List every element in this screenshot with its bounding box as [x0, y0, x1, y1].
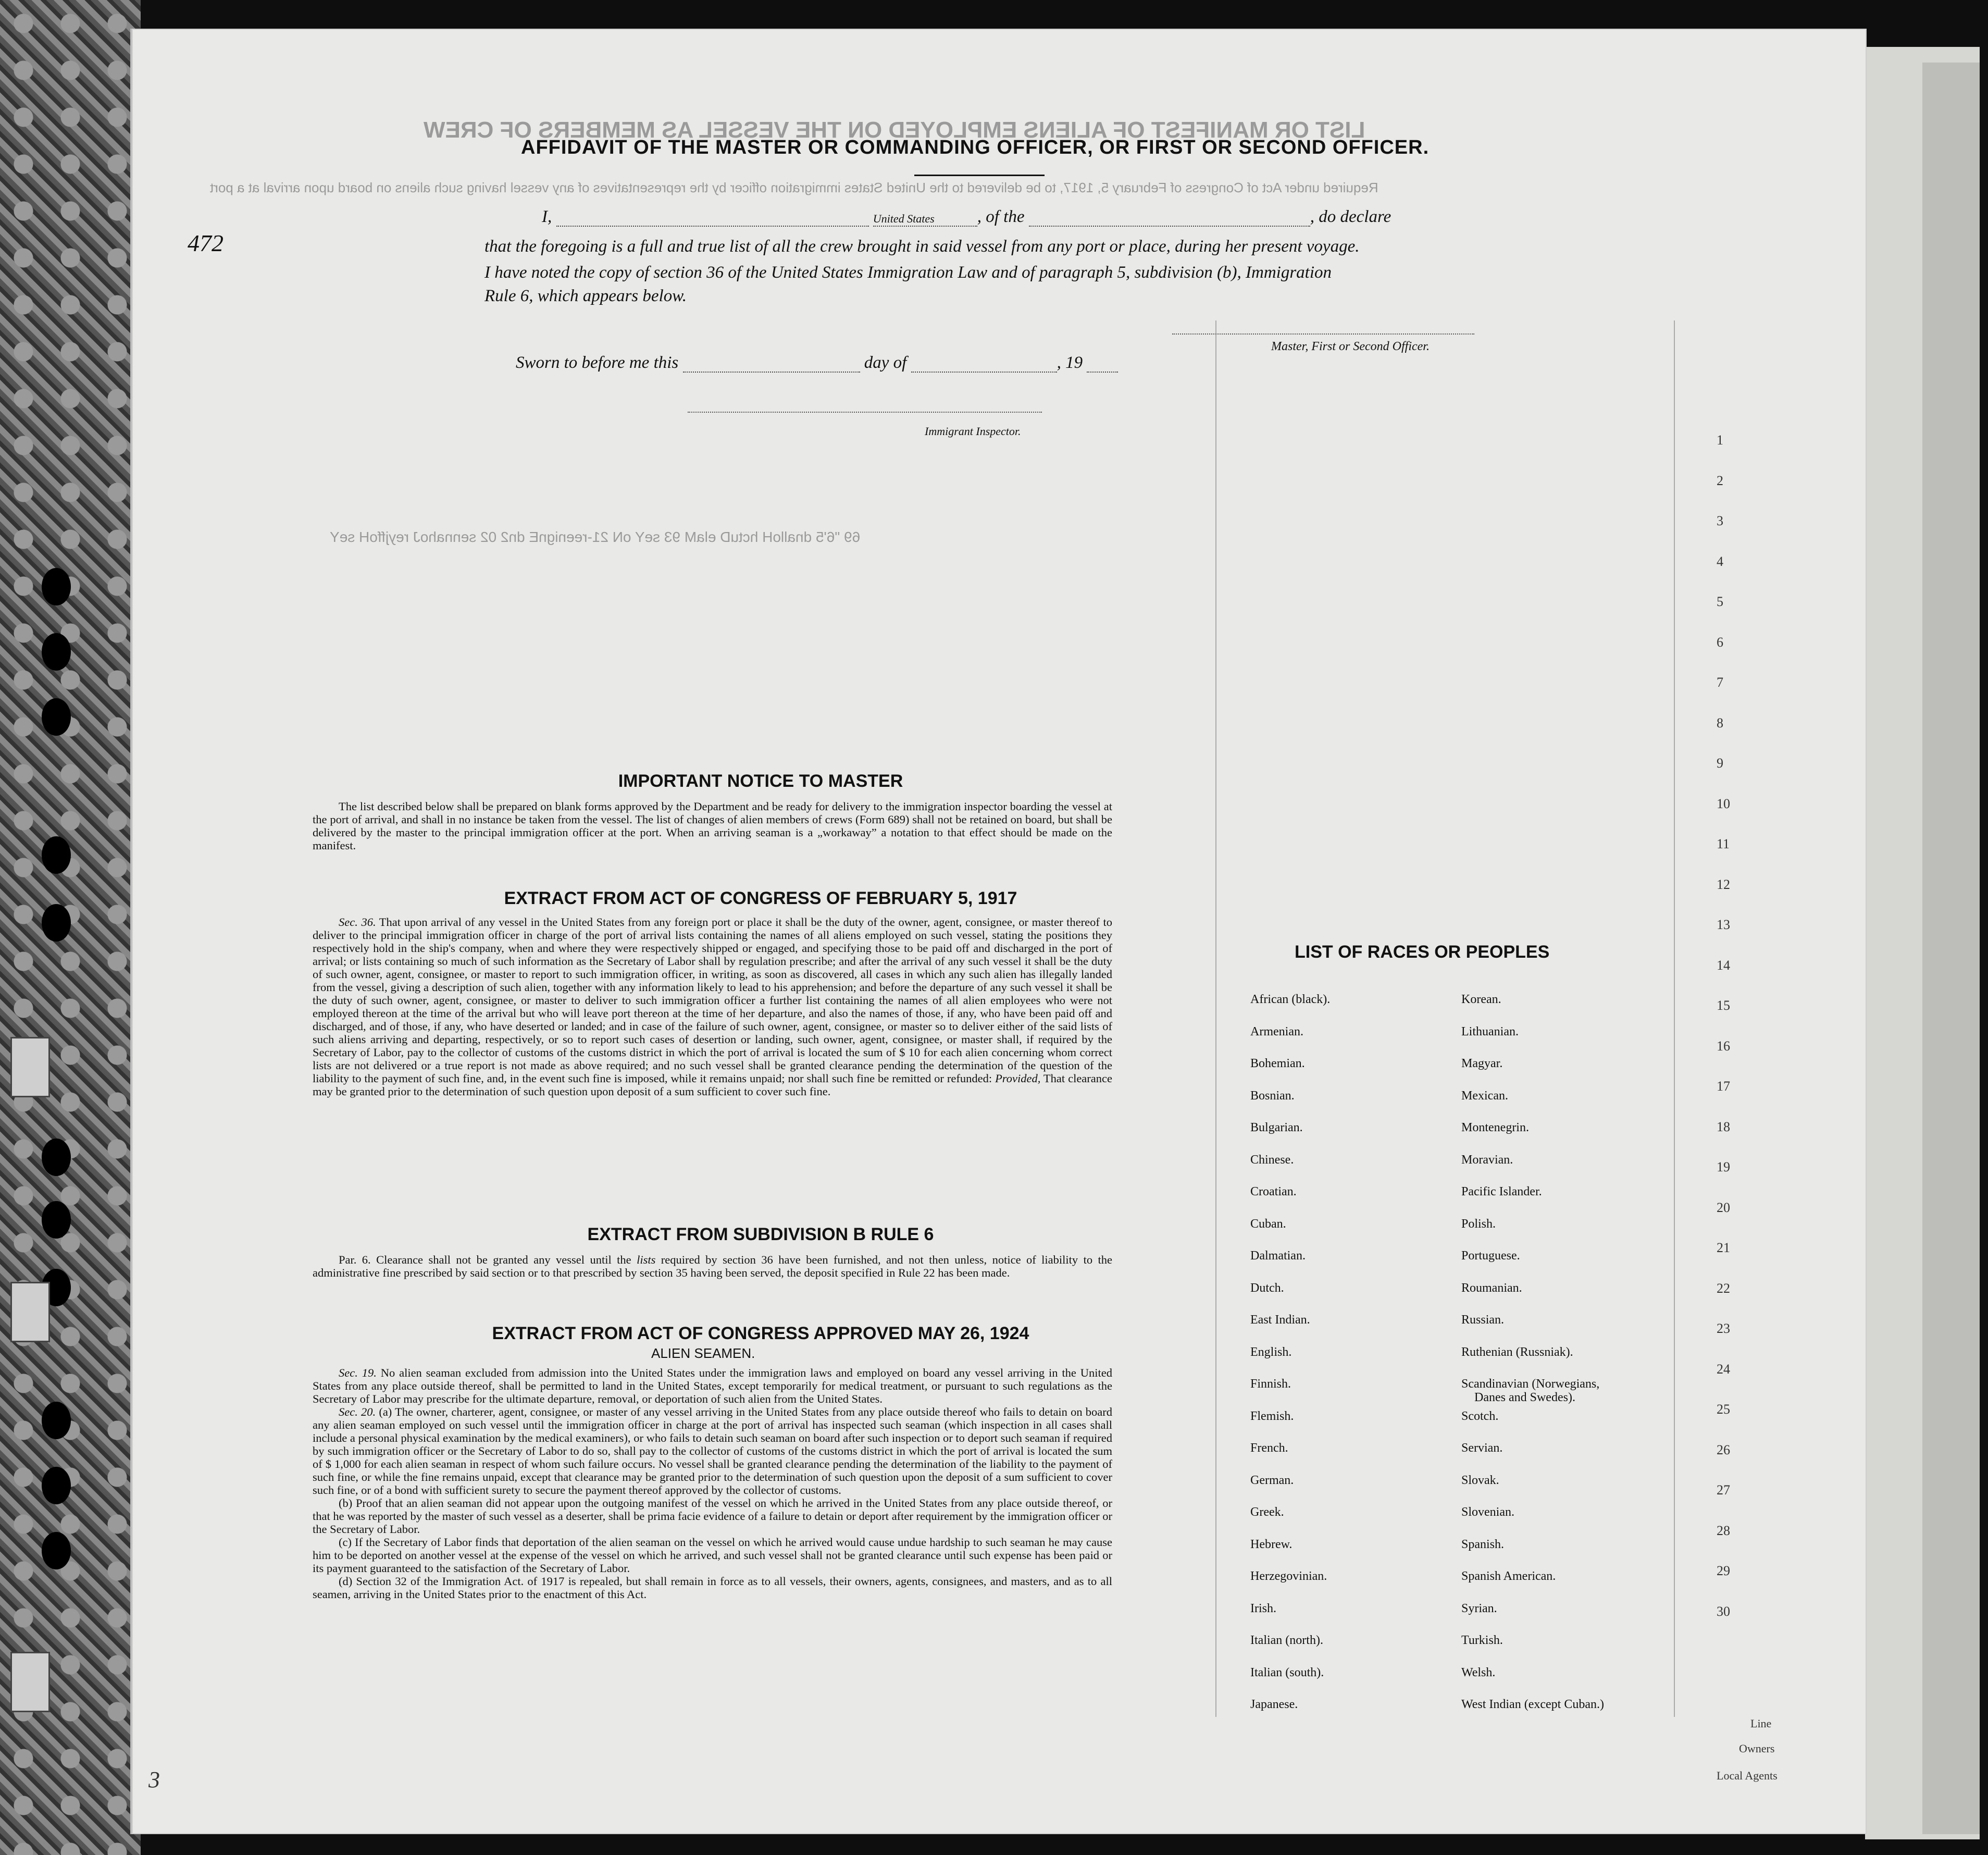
row-number: 1 [1717, 432, 1723, 448]
extract-1917-title: EXTRACT FROM ACT OF CONGRESS OF FEBRUARY 5, 1917 [504, 888, 1017, 908]
row-number: 29 [1717, 1563, 1730, 1578]
affidavit-line-2: that the foregoing is a full and true list of all the crew brought in said vessel from any port or place, during her present voyage. [484, 237, 1360, 256]
punch-hole [42, 904, 71, 942]
race-item: Bohemian. [1250, 1057, 1305, 1070]
race-item: Dalmatian. [1250, 1249, 1306, 1263]
race-item: African (black). [1250, 993, 1331, 1006]
punch-hole [42, 633, 71, 671]
race-item: Italian (north). [1250, 1634, 1323, 1647]
row-number: 9 [1717, 756, 1723, 771]
row-number: 30 [1717, 1603, 1730, 1619]
race-item: Bulgarian. [1250, 1121, 1303, 1134]
extract-rule6-title: EXTRACT FROM SUBDIVISION B RULE 6 [587, 1225, 934, 1244]
column-rule [1215, 320, 1216, 1717]
row-number: 28 [1717, 1523, 1730, 1538]
punch-hole [42, 1139, 71, 1176]
bleed-through-title: LIST OR MANIFEST OF ALIENS EMPLOYED ON THE VESSEL AS MEMBERS OF CREW [424, 117, 1365, 143]
row-number: 12 [1717, 876, 1730, 892]
race-item: Armenian. [1250, 1024, 1303, 1038]
extract-1924-text: Sec. 19. No alien seaman excluded from admission into the United States under the immigration laws and employed on board any vessel arriving in the United States from any place outside thereof, shall be permitted to land in the United States, except temporarily for medical treatment, or pursuant to such regulations as the Secretary of Labor may prescribe for the ultimate departure, removal, or deportation of such alien from the United States. Sec. 20. (a) The owner, charterer, agent, consignee, or master of any vessel arriving in the United States from any place outside thereof who fails to detain on board any alien seaman employed on such vessel until the immigration officer in charge at the port of arrival has inspected such seaman (which inspection in all cases shall include a personal physical examination by the medical examiners), or who fails to detain such seaman on board after such inspection or to deport such seaman if required by such immigration officer or the Secretary of Labor to do so, shall pay to the collector of customs of the customs district in which the port of arrival is located the sum of $ 1,000 for each alien seaman in respect of whom such failure occurs. No vessel shall be granted clearance pending the determination of the liability to the payment of such fine, or while the fine remains unpaid, except that clearance may be granted prior to the determination of such question upon the deposit of a sum sufficient to cover such fine, or of a bond with sufficient surety to secure the payment thereof approved by the collector of customs. (b) Proof that an alien seaman did not appear upon the outgoing manifest of the vessel on which he arrived in the United States from any place outside thereof, or that he was reported by the master of such vessel as a deserter, shall be prima facie evidence of a failure to detain or deport after requirement by the immigration officer or the Secretary of Labor. (c) If the Secretary of Labor finds that deportation of the alien seaman on the vessel on which he arrived would cause undue hardship to such seaman he may cause him to be deported on another vessel at the expense of the vessel on which he arrived, and such vessel shall not be granted clearance until such expense has been paid or its payment guaranteed to the satisfaction of the Secretary of Labor. (d) Section 32 of the Immigration Act. of 1917 is repealed, but shall remain in force as to all vessels, their owners, agents, consignees, and masters, and as to all seamen, arriving in the United States prior to the enactment of this Act. [313, 1366, 1112, 1601]
race-item: Greek. [1250, 1505, 1284, 1519]
race-item: Cuban. [1250, 1217, 1286, 1231]
race-item: German. [1250, 1473, 1294, 1487]
master-label: Master, First or Second Officer. [1271, 340, 1430, 353]
row-number: 15 [1717, 998, 1730, 1013]
race-item: Moravian. [1461, 1153, 1513, 1167]
label-local-agents: Local Agents [1717, 1769, 1778, 1782]
race-item: Dutch. [1250, 1281, 1284, 1295]
row-number: 19 [1717, 1159, 1730, 1174]
race-item: Korean. [1461, 993, 1501, 1006]
races-title: LIST OF RACES OR PEOPLES [1295, 942, 1550, 962]
race-item: Portuguese. [1461, 1249, 1520, 1263]
master-signature-line [1172, 333, 1474, 335]
race-item: Ruthenian (Russniak). [1461, 1345, 1573, 1359]
race-item: Syrian. [1461, 1601, 1497, 1615]
row-number: 26 [1717, 1442, 1730, 1457]
row-number: 6 [1717, 634, 1723, 650]
affidavit-line-4: Rule 6, which appears below. [484, 287, 687, 305]
notice-title: IMPORTANT NOTICE TO MASTER [618, 771, 903, 791]
row-number: 8 [1717, 715, 1723, 731]
binder-stamp [10, 1282, 50, 1342]
punch-hole [42, 1532, 71, 1569]
inspector-label: Immigrant Inspector. [925, 425, 1021, 438]
race-item: Hebrew. [1250, 1537, 1293, 1551]
race-item: Welsh. [1461, 1665, 1496, 1679]
race-item: French. [1250, 1441, 1288, 1455]
bleed-through-row: 69 "6'5 dnalloH hctuD elaM 93 seY oN 21-reenignE dn2 02 sennahoJ reyjffoH seY [330, 529, 861, 545]
corner-mark: 3 [148, 1767, 160, 1792]
row-number: 24 [1717, 1361, 1730, 1377]
row-number: 27 [1717, 1482, 1730, 1498]
race-item: Magyar. [1461, 1057, 1503, 1070]
race-item: Scotch. [1461, 1409, 1499, 1423]
row-number: 25 [1717, 1402, 1730, 1417]
row-number: 10 [1717, 796, 1730, 811]
punch-hole [42, 698, 71, 736]
race-item: Polish. [1461, 1217, 1496, 1231]
row-number: 16 [1717, 1038, 1730, 1054]
race-item: Slovenian. [1461, 1505, 1514, 1519]
affidavit-title: AFFIDAVIT OF THE MASTER OR COMMANDING OFFICER, OR FIRST OR SECOND OFFICER. [521, 137, 1430, 158]
row-number: 20 [1717, 1199, 1730, 1215]
race-item: Irish. [1250, 1601, 1276, 1615]
race-item: Herzegovinian. [1250, 1569, 1327, 1583]
race-item: Turkish. [1461, 1634, 1503, 1647]
extract-rule6-text: Par. 6. Clearance shall not be granted any vessel until the lists required by section 36 have been furnished, and not then unless, notice of liability to the administrative fine prescribed by said section or to that prescribed by section 35 having been served, the deposit specified in Rule 22 has been made. [313, 1253, 1113, 1279]
race-item: Mexican. [1461, 1089, 1508, 1103]
race-item: Finnish. [1250, 1377, 1291, 1391]
row-number: 23 [1717, 1321, 1730, 1336]
race-item-continuation: Danes and Swedes). [1474, 1391, 1575, 1404]
sworn-line: Sworn to before me this day of , 19 [516, 353, 1118, 373]
row-number: 4 [1717, 553, 1723, 569]
race-item: Roumanian. [1461, 1281, 1522, 1295]
row-number: 14 [1717, 957, 1730, 973]
affidavit-line-3: I have noted the copy of section 36 of the United States Immigration Law and of paragraph 5, subdivision (b), Immigration [484, 263, 1332, 282]
race-item: Japanese. [1250, 1698, 1298, 1711]
race-item: Pacific Islander. [1461, 1185, 1542, 1198]
race-item: Italian (south). [1250, 1665, 1324, 1679]
race-item: West Indian (except Cuban.) [1461, 1698, 1604, 1711]
label-owners: Owners [1739, 1742, 1775, 1755]
race-item: Croatian. [1250, 1185, 1297, 1198]
race-item: English. [1250, 1345, 1292, 1359]
row-number: 17 [1717, 1079, 1730, 1094]
row-number: 2 [1717, 473, 1723, 488]
notice-text: The list described below shall be prepared on blank forms approved by the Department and be ready for delivery to the immigration inspector boarding the vessel at the port of arrival, and shall in no instance be taken from the vessel. The list of changes of alien members of crews (Form 689) shall not be retained on board, but shall be delivered by the master to the principal immigration officer at the port. When an arriving seaman is a „workaway” a notation to that effect should be made on the manifest. [313, 800, 1112, 852]
row-number: 18 [1717, 1119, 1730, 1134]
extract-1917-text: Sec. 36. That upon arrival of any vessel in the United States from any foreign port or place it shall be the duty of the owner, agent, consignee, or master thereof to deliver to the principal immigration officer in charge of the port of arrival lists containing the names of all aliens employed on such vessel, stating the positions they respectively hold in the ship's company, when and where they were respectively shipped or engaged, and specifying those to be paid off and discharged in the port of arrival; or lists containing so much of such information as the Secretary of Labor shall by regulation prescribe; and after the arrival of any such vessel it shall be the duty of such owner, agent, consignee, or master to report to such immigration officer, in writing, as soon as discovered, all cases in which any such alien has illegally landed from the vessel, giving a description of such alien, together with any information likely to lead to his apprehension; and before the departure of any such vessel it shall be the duty of such owner, agent, consignee, or master to deliver to such immigration officer a further list containing the names of all alien employees who were not employed thereon at the time of the arrival but who will leave port thereon at the time of her departure, and also the names of those, if any, who have been paid off and discharged, and of those, if any, who have deserted or landed; and in case of the failure of such owner, agent, consignee, or master so to deliver either of the said lists of such aliens arriving and departing, respectively, or so to report such cases of desertion or landing, such owner, agent, consignee, or master shall, if required by the Secretary of Labor, pay to the collector of customs of the customs district in which the port of arrival is located the sum of $ 10 for each alien concerning whom correct lists are not delivered or a true report is not made as above required; and no such vessel shall be granted clearance pending the determination of the question of the liability to the payment of such fine, and, in the event such fine is imposed, while it remains unpaid; nor shall such fine be remitted or refunded: Provided, That clearance may be granted prior to the determination of such question upon deposit of a sum sufficient to cover such fine. [313, 916, 1112, 1098]
race-item: Chinese. [1250, 1153, 1294, 1167]
row-number: 3 [1717, 513, 1723, 528]
race-item: Slovak. [1461, 1473, 1499, 1487]
row-number: 5 [1717, 594, 1723, 609]
race-item: Montenegrin. [1461, 1121, 1529, 1134]
affidavit-line-1: I, United States , of the , do declare [542, 207, 1391, 226]
punch-hole [42, 836, 71, 874]
row-number: 21 [1717, 1240, 1730, 1255]
race-item: Servian. [1461, 1441, 1503, 1455]
binder-stamp [10, 1037, 50, 1097]
race-item: Spanish American. [1461, 1569, 1556, 1583]
race-item: Russian. [1461, 1313, 1505, 1327]
race-item: Bosnian. [1250, 1089, 1295, 1103]
punch-hole [42, 1201, 71, 1239]
race-item: Spanish. [1461, 1537, 1505, 1551]
column-rule [1674, 320, 1675, 1717]
label-line: Line [1750, 1717, 1772, 1730]
handwritten-number: 472 [188, 230, 223, 256]
extract-1924-subtitle: ALIEN SEAMEN. [651, 1345, 755, 1361]
race-item: East Indian. [1250, 1313, 1310, 1327]
title-rule [914, 175, 1045, 176]
row-number: 22 [1717, 1280, 1730, 1296]
extract-1924-title: EXTRACT FROM ACT OF CONGRESS APPROVED MAY 26, 1924 [492, 1324, 1029, 1343]
inspector-signature-line [688, 412, 1042, 413]
page-edge [1922, 63, 1980, 1834]
row-number: 11 [1717, 836, 1730, 851]
punch-hole [42, 1402, 71, 1439]
race-item: Scandinavian (Norwegians, [1461, 1377, 1600, 1391]
punch-hole [42, 568, 71, 605]
row-number: 13 [1717, 917, 1730, 932]
race-item: Flemish. [1250, 1409, 1294, 1423]
punch-hole [42, 1467, 71, 1504]
row-number: 7 [1717, 675, 1723, 690]
bleed-through-text: Required under Act of Congress of February 5, 1917, to be delivered to the United States immigration officer by the representatives of any vessel having such aliens on board upon arrival at a port [210, 180, 1378, 195]
race-item: Lithuanian. [1461, 1024, 1519, 1038]
binder-stamp [10, 1652, 50, 1712]
